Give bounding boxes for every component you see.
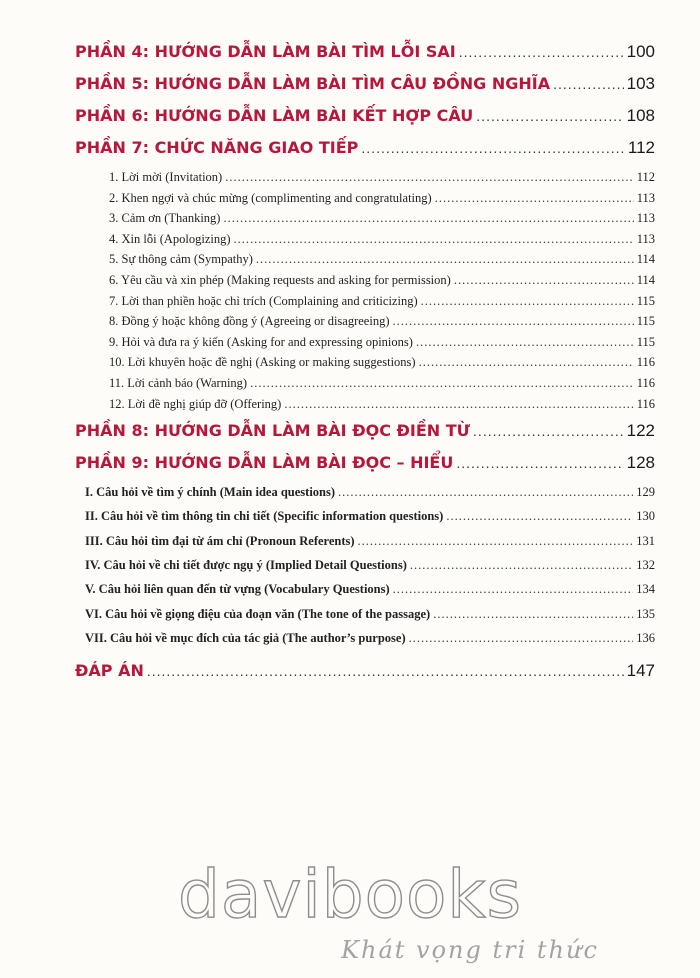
dot-leader <box>361 140 624 156</box>
toc-page-number: 116 <box>636 355 655 370</box>
dot-leader <box>256 252 634 267</box>
toc-page-number: 136 <box>636 630 655 645</box>
toc-heading-label: PHẦN 7: CHỨC NĂNG GIAO TIẾP <box>75 138 359 157</box>
toc-subentry[interactable] <box>75 355 655 376</box>
toc-page-number: 112 <box>636 170 655 184</box>
toc-subentry-label: 7. Lời than phiền hoặc chỉ trích (Complaining and criticizing) <box>109 293 418 308</box>
toc-page-number: 134 <box>636 582 655 597</box>
toc-subentry[interactable] <box>75 314 655 335</box>
toc-subentry[interactable] <box>75 397 655 418</box>
dot-leader <box>456 455 623 471</box>
dot-leader <box>223 211 633 226</box>
part-7-subsections <box>75 170 655 417</box>
part-9-subsections <box>75 485 655 655</box>
toc-heading-label: PHẦN 6: HƯỚNG DẪN LÀM BÀI KẾT HỢP CÂU <box>75 106 474 125</box>
dot-leader <box>393 582 634 597</box>
toc-page-number: 100 <box>626 42 655 61</box>
toc-subentry[interactable] <box>75 607 655 631</box>
dot-leader <box>393 314 634 329</box>
toc-page-number: 115 <box>636 293 655 308</box>
toc-heading-answers[interactable] <box>75 661 655 693</box>
toc-subentry[interactable] <box>75 191 655 212</box>
toc-page-number: 108 <box>626 106 655 125</box>
dot-leader <box>416 335 634 350</box>
toc-heading-part-4[interactable] <box>75 42 655 74</box>
watermark-tagline: Khát vọng tri thức <box>341 936 599 964</box>
toc-page-number: 135 <box>636 606 655 621</box>
toc-page-number: 147 <box>626 661 655 681</box>
dot-leader <box>410 558 633 573</box>
toc-page-number: 103 <box>626 74 655 93</box>
toc-page-number: 116 <box>636 375 655 390</box>
toc-page-number: 115 <box>636 334 655 349</box>
dot-leader <box>358 534 634 549</box>
dot-leader <box>459 44 624 60</box>
toc-heading-label: PHẦN 4: HƯỚNG DẪN LÀM BÀI TÌM LỖI SAI <box>75 42 456 61</box>
toc-heading-part-9[interactable] <box>75 453 655 485</box>
dot-leader <box>473 423 624 439</box>
dot-leader <box>421 294 634 309</box>
toc-heading-label: PHẦN 5: HƯỚNG DẪN LÀM BÀI TÌM CÂU ĐỒNG NGHĨA <box>75 74 551 93</box>
toc-subentry-label: 4. Xin lỗi (Apologizing) <box>109 231 231 246</box>
toc-subentry-label: III. Câu hỏi tìm đại từ ám chỉ (Pronoun Referents) <box>85 533 355 548</box>
toc-heading-part-5[interactable] <box>75 74 655 106</box>
toc-subentry[interactable] <box>75 211 655 232</box>
toc-page-number: 129 <box>636 485 655 500</box>
toc-subentry[interactable] <box>75 170 655 191</box>
toc-heading-label: PHẦN 9: HƯỚNG DẪN LÀM BÀI ĐỌC – HIỂU <box>75 453 454 473</box>
toc-page-number: 132 <box>636 558 655 573</box>
toc-subentry-label: VII. Câu hỏi về mục đích của tác giả (The author’s purpose) <box>85 630 406 645</box>
toc-subentry-label: 5. Sự thông cảm (Sympathy) <box>109 252 253 267</box>
toc-subentry[interactable] <box>75 252 655 273</box>
toc-page-number: 122 <box>626 421 655 441</box>
dot-leader <box>250 376 634 391</box>
toc-subentry[interactable] <box>75 273 655 294</box>
toc-subentry-label: II. Câu hỏi về tìm thông tin chi tiết (Specific information questions) <box>85 509 444 524</box>
toc-heading-part-7[interactable] <box>75 138 655 170</box>
toc-subentry[interactable] <box>75 509 655 533</box>
toc-heading-part-8[interactable] <box>75 421 655 453</box>
dot-leader <box>419 355 634 370</box>
toc-subentry-label: 3. Cảm ơn (Thanking) <box>109 211 221 226</box>
dot-leader <box>435 191 634 206</box>
dot-leader <box>225 170 634 185</box>
toc-subentry[interactable] <box>75 631 655 655</box>
table-of-contents <box>75 42 655 693</box>
toc-heading-part-6[interactable] <box>75 106 655 138</box>
toc-subentry[interactable] <box>75 232 655 253</box>
dot-leader <box>454 273 634 288</box>
toc-subentry[interactable] <box>75 376 655 397</box>
toc-subentry[interactable] <box>75 294 655 315</box>
toc-subentry-label: 6. Yêu cầu và xin phép (Making requests and asking for permission) <box>109 272 451 287</box>
toc-subentry-label: I. Câu hỏi về tìm ý chính (Main idea questions) <box>85 485 336 500</box>
toc-heading-label: ĐÁP ÁN <box>75 661 144 681</box>
watermark-brand: davibooks <box>178 856 522 933</box>
toc-subentry-label: VI. Câu hỏi về giọng điệu của đoạn văn (The tone of the passage) <box>85 606 431 621</box>
toc-subentry-label: V. Câu hỏi liên quan đến từ vựng (Vocabulary Questions) <box>85 582 390 597</box>
toc-subentry-label: 2. Khen ngợi và chúc mừng (complimenting and congratulating) <box>109 190 432 205</box>
toc-page-number: 113 <box>636 231 655 246</box>
toc-page-number: 130 <box>636 509 655 524</box>
toc-subentry-label: 10. Lời khuyên hoặc đề nghị (Asking or making suggestions) <box>109 355 416 370</box>
dot-leader <box>284 397 633 412</box>
toc-subentry-label: 11. Lời cảnh báo (Warning) <box>109 375 248 390</box>
toc-page-number: 115 <box>636 314 655 329</box>
toc-subentry[interactable] <box>75 558 655 582</box>
toc-page-number: 113 <box>636 190 655 205</box>
toc-subentry[interactable] <box>75 534 655 558</box>
toc-subentry-label: IV. Câu hỏi về chi tiết được ngụ ý (Implied Detail Questions) <box>85 558 407 573</box>
toc-subentry[interactable] <box>75 335 655 356</box>
toc-page-number: 112 <box>627 138 655 157</box>
toc-page-number: 128 <box>626 453 655 473</box>
dot-leader <box>446 509 633 524</box>
toc-subentry-label: 9. Hỏi và đưa ra ý kiến (Asking for and expressing opinions) <box>109 334 413 349</box>
toc-subentry-label: 8. Đồng ý hoặc không đồng ý (Agreeing or disagreeing) <box>109 314 390 329</box>
dot-leader <box>338 485 633 500</box>
toc-page-number: 131 <box>636 533 655 548</box>
toc-page-number: 113 <box>636 211 655 226</box>
dot-leader <box>433 607 633 622</box>
dot-leader <box>147 663 624 679</box>
toc-heading-label: PHẦN 8: HƯỚNG DẪN LÀM BÀI ĐỌC ĐIỀN TỪ <box>75 421 471 441</box>
dot-leader <box>553 76 624 92</box>
dot-leader <box>234 232 634 247</box>
toc-subentry-label: 12. Lời đề nghị giúp đỡ (Offering) <box>109 396 282 411</box>
dot-leader <box>476 108 623 124</box>
toc-page-number: 116 <box>636 396 655 411</box>
toc-page-number: 114 <box>636 272 655 287</box>
toc-subentry[interactable] <box>75 582 655 606</box>
toc-page-number: 114 <box>636 252 655 267</box>
toc-subentry-label: 1. Lời mời (Invitation) <box>109 170 223 184</box>
dot-leader <box>409 631 634 646</box>
toc-subentry[interactable] <box>75 485 655 509</box>
